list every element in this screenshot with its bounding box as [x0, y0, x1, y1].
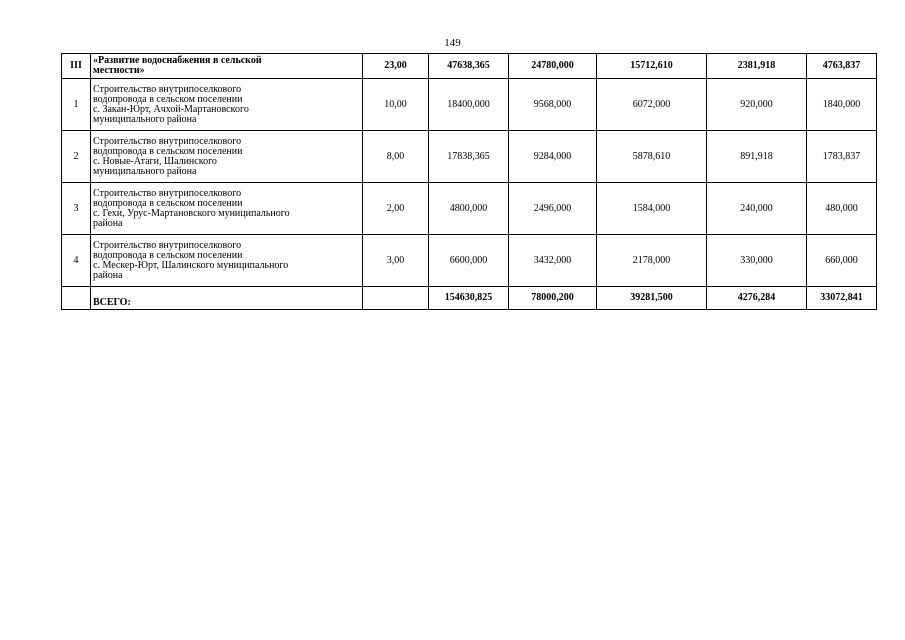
value-cell: 1840,000 [807, 79, 877, 131]
row-number: 1 [62, 79, 91, 131]
value-cell: 4800,000 [429, 183, 509, 235]
total-value-cell: 4276,284 [707, 287, 807, 310]
value-cell: 5878,610 [597, 131, 707, 183]
total-label: ВСЕГО: [91, 287, 363, 310]
row-description [91, 183, 363, 235]
value-cell: 480,000 [807, 183, 877, 235]
section-title-line: «Развитие водоснабжения в сельской [93, 55, 262, 66]
row-number: 2 [62, 131, 91, 183]
description-line: района [93, 269, 123, 281]
value-cell: 3432,000 [509, 235, 597, 287]
table-row [62, 183, 877, 235]
value-cell: 660,000 [807, 235, 877, 287]
section-value-cell: 47638,365 [429, 54, 509, 79]
section-code: III [62, 54, 91, 79]
section-value-cell: 23,00 [363, 54, 429, 79]
description-line: водопровода в сельском поселении [93, 249, 243, 261]
value-cell: 17838,365 [429, 131, 509, 183]
value-cell: 10,00 [363, 79, 429, 131]
total-row [62, 287, 877, 310]
value-cell: 9568,000 [509, 79, 597, 131]
description-line: с. Закан-Юрт, Ачхой-Мартановского [93, 103, 249, 115]
total-value-cell: 78000,200 [509, 287, 597, 310]
section-value-cell: 4763,837 [807, 54, 877, 79]
value-cell: 9284,000 [509, 131, 597, 183]
total-value-cell: 33072,841 [807, 287, 877, 310]
description-line: водопровода в сельском поселении [93, 197, 243, 209]
value-cell: 240,000 [707, 183, 807, 235]
description-line: Строительство внутрипоселкового [93, 135, 242, 147]
table-row [62, 235, 877, 287]
value-cell: 6072,000 [597, 79, 707, 131]
value-cell: 891,918 [707, 131, 807, 183]
description-line: с. Новые-Атаги, Шалинского [93, 155, 217, 167]
row-number: 4 [62, 235, 91, 287]
description-line: муниципального района [93, 165, 197, 177]
section-title [91, 54, 363, 79]
total-value-cell: 39281,500 [597, 287, 707, 310]
section-row [62, 54, 877, 79]
value-cell: 330,000 [707, 235, 807, 287]
value-cell: 1783,837 [807, 131, 877, 183]
total-value-cell [363, 287, 429, 310]
description-line: с. Мескер-Юрт, Шалинского муниципального [93, 259, 289, 271]
page-number: 149 [444, 37, 461, 49]
value-cell: 920,000 [707, 79, 807, 131]
section-value-cell: 2381,918 [707, 54, 807, 79]
row-number: 3 [62, 183, 91, 235]
table-row [62, 79, 877, 131]
section-value-cell: 24780,000 [509, 54, 597, 79]
total-empty-cell [62, 287, 91, 310]
budget-table [61, 53, 877, 310]
description-line: Строительство внутрипоселкового [93, 187, 242, 199]
value-cell: 18400,000 [429, 79, 509, 131]
description-line: с. Гехи, Урус-Мартановского муниципального [93, 207, 290, 219]
value-cell: 1584,000 [597, 183, 707, 235]
row-description [91, 235, 363, 287]
description-line: водопровода в сельском поселении [93, 93, 243, 105]
description-line: водопровода в сельском поселении [93, 145, 243, 157]
total-value-cell: 154630,825 [429, 287, 509, 310]
description-line: Строительство внутрипоселкового [93, 83, 242, 95]
description-line: муниципального района [93, 113, 197, 125]
value-cell: 8,00 [363, 131, 429, 183]
value-cell: 2,00 [363, 183, 429, 235]
value-cell: 3,00 [363, 235, 429, 287]
description-line: района [93, 217, 123, 229]
row-description [91, 131, 363, 183]
description-line: Строительство внутрипоселкового [93, 239, 242, 251]
row-description [91, 79, 363, 131]
section-value-cell: 15712,610 [597, 54, 707, 79]
value-cell: 6600,000 [429, 235, 509, 287]
value-cell: 2496,000 [509, 183, 597, 235]
section-title-line: местности» [93, 65, 145, 76]
table-row [62, 131, 877, 183]
value-cell: 2178,000 [597, 235, 707, 287]
